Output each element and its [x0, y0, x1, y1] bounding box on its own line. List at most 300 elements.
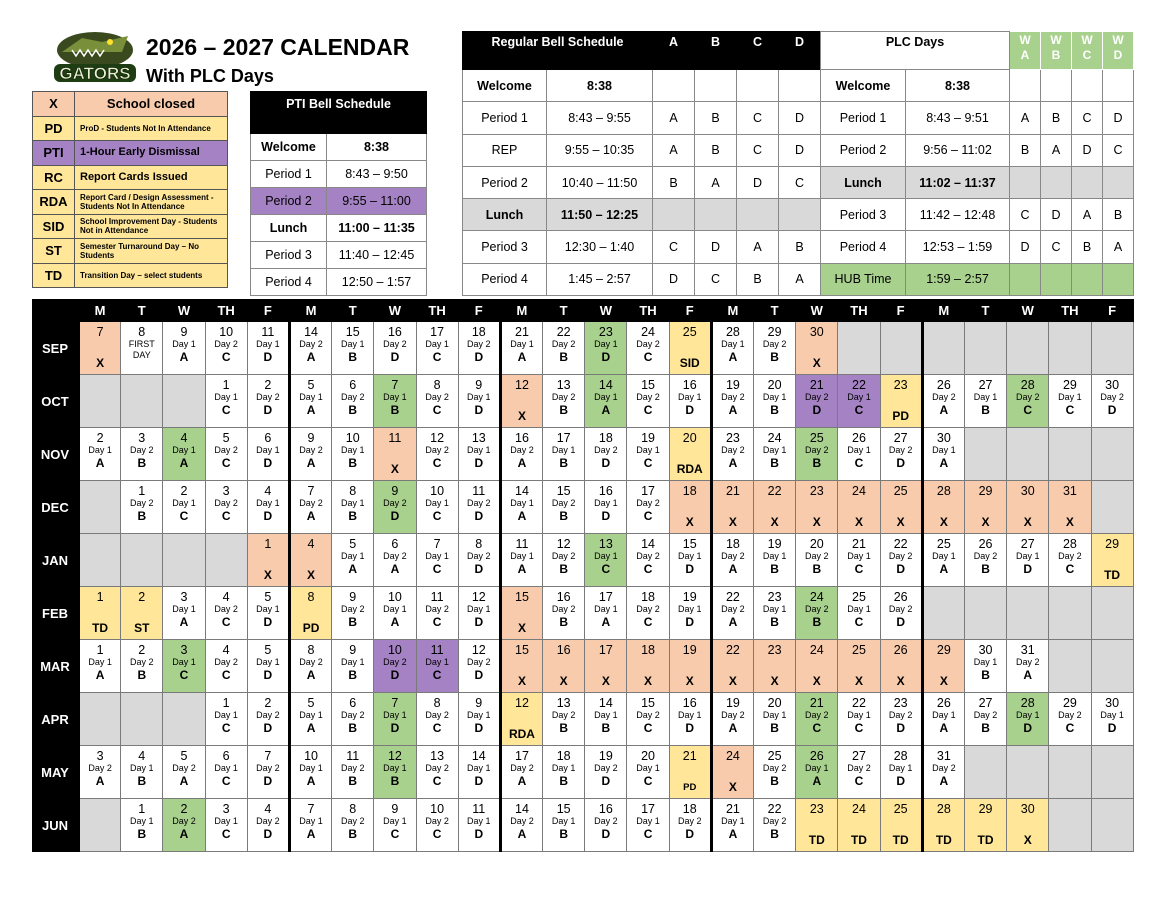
- pti-period-time: 12:50 – 1:57: [327, 269, 427, 296]
- day-cell: [754, 693, 796, 746]
- legend-row: [33, 214, 228, 239]
- day-rotation-label: Day 1: [932, 445, 956, 455]
- day-number: 29: [936, 643, 951, 657]
- day-number: 14: [641, 537, 655, 551]
- day-code: D: [601, 350, 611, 364]
- day-number: 28: [725, 325, 740, 339]
- day-number: 4: [264, 802, 272, 816]
- day-cell: [205, 375, 247, 428]
- day-number: 24: [809, 590, 824, 604]
- day-code: X: [517, 674, 526, 688]
- day-cell: [880, 746, 922, 799]
- day-cell: [585, 799, 627, 852]
- day-rotation-label: Day 2: [425, 710, 449, 720]
- day-cell: [121, 640, 163, 693]
- day-code: C: [432, 615, 442, 629]
- legend-row: [33, 239, 228, 264]
- regular-schedule-column-header: A: [653, 32, 695, 70]
- regular-bell-schedule: [462, 31, 821, 296]
- day-cell: [964, 640, 1006, 693]
- day-number: 24: [725, 749, 740, 763]
- day-cell: [585, 587, 627, 640]
- day-cell: [922, 640, 964, 693]
- day-rotation-label: Day 2: [594, 816, 618, 826]
- day-cell: [796, 481, 838, 534]
- day-cell: [669, 640, 711, 693]
- day-code: B: [348, 403, 358, 417]
- day-number: 16: [682, 378, 697, 392]
- day-number: 6: [222, 749, 230, 763]
- day-number: 15: [556, 802, 571, 816]
- day-number: 2: [96, 431, 104, 445]
- day-rotation-label: Day 2: [425, 445, 449, 455]
- empty-day-cell: [1007, 428, 1049, 481]
- day-rotation-label: Day 2: [214, 604, 238, 614]
- day-cell: [205, 428, 247, 481]
- month-label: JAN: [33, 534, 79, 587]
- regular-schedule-rotation-cell: D: [695, 231, 737, 263]
- day-cell: [711, 481, 753, 534]
- day-rotation-label: Day 2: [340, 710, 365, 720]
- day-number: 24: [767, 431, 782, 445]
- day-cell: [880, 481, 922, 534]
- day-cell: [754, 587, 796, 640]
- day-cell: [796, 534, 838, 587]
- day-cell: [332, 375, 374, 428]
- day-code: D: [685, 827, 695, 841]
- empty-day-cell: [79, 799, 121, 852]
- day-code: C: [1065, 562, 1075, 576]
- day-cell: [500, 746, 542, 799]
- day-rotation-label: Day 1: [88, 445, 112, 455]
- day-rotation-label: Day 2: [340, 816, 365, 826]
- day-code: B: [559, 774, 568, 788]
- day-rotation-label: Day 2: [467, 498, 491, 508]
- day-number: 5: [222, 431, 230, 445]
- regular-schedule-period-time: 8:43 – 9:55: [547, 102, 653, 134]
- day-code: C: [432, 668, 442, 682]
- day-number: 11: [430, 590, 444, 604]
- day-code: B: [770, 615, 779, 629]
- legend-row: [33, 165, 228, 190]
- day-code: B: [559, 721, 568, 735]
- pti-period-time: 9:55 – 11:00: [327, 188, 427, 215]
- weekday-label: F: [247, 300, 289, 322]
- day-code: X: [685, 515, 694, 529]
- day-number: 1: [96, 590, 104, 604]
- day-code: A: [306, 721, 316, 735]
- day-cell: [585, 534, 627, 587]
- pti-row: [251, 242, 427, 269]
- regular-schedule-rotation-cell: C: [695, 263, 737, 295]
- day-code: B: [981, 562, 990, 576]
- page-title: 2026 – 2027 CALENDAR: [146, 34, 410, 60]
- regular-schedule-rotation-cell: B: [653, 166, 695, 198]
- day-code: C: [643, 774, 653, 788]
- regular-schedule-column-header: B: [695, 32, 737, 70]
- day-cell: [669, 534, 711, 587]
- regular-schedule-header: [463, 32, 821, 70]
- day-cell: [458, 375, 500, 428]
- day-cell: [669, 693, 711, 746]
- day-number: 24: [852, 484, 866, 498]
- legend-code: PD: [33, 116, 75, 141]
- day-cell: [711, 799, 753, 852]
- day-rotation-label: Day 1: [383, 710, 407, 720]
- day-number: 9: [475, 696, 483, 710]
- day-rotation-label: Day 1: [677, 710, 702, 720]
- plc-schedule-rotation-cell: [1041, 70, 1072, 102]
- day-number: 19: [598, 749, 613, 763]
- day-rotation-label: Day 2: [383, 657, 407, 667]
- day-cell: [500, 428, 542, 481]
- day-code: PD: [302, 621, 320, 635]
- day-rotation-label: Day 2: [1015, 392, 1040, 402]
- day-number: 16: [556, 590, 571, 604]
- day-rotation-label: Day 1: [256, 498, 280, 508]
- day-cell: [416, 428, 458, 481]
- day-code: D: [601, 456, 611, 470]
- empty-day-cell: [1091, 481, 1133, 534]
- day-number: 15: [641, 378, 655, 392]
- day-cell: [163, 428, 205, 481]
- empty-day-cell: [1091, 640, 1133, 693]
- day-cell: [247, 746, 289, 799]
- day-rotation-label: Day 2: [340, 763, 365, 773]
- day-number: 2: [180, 802, 188, 816]
- day-code: B: [770, 350, 779, 364]
- day-rotation-label: Day 2: [1058, 710, 1082, 720]
- day-code: A: [601, 403, 611, 417]
- day-code: C: [221, 668, 231, 682]
- regular-schedule-column-header: C: [737, 32, 779, 70]
- empty-day-cell: [121, 693, 163, 746]
- regular-schedule-rotation-cell: [779, 70, 821, 102]
- day-rotation-label: Day 1: [677, 551, 702, 561]
- day-code: A: [179, 350, 189, 364]
- day-rotation-label: Day 1: [383, 763, 407, 773]
- day-cell: [669, 746, 711, 799]
- plc-schedule-rotation-cell: B: [1103, 199, 1134, 231]
- day-number: 16: [515, 431, 529, 445]
- day-rotation-label: Day 1: [510, 339, 534, 349]
- day-number: 23: [893, 696, 908, 710]
- day-number: 16: [387, 325, 402, 339]
- day-rotation-label: Day 2: [847, 763, 871, 773]
- day-cell: [880, 428, 922, 481]
- plc-schedule-row: [821, 102, 1134, 134]
- plc-schedule-period-time: 12:53 – 1:59: [906, 231, 1010, 263]
- day-cell: [79, 428, 121, 481]
- day-number: 24: [641, 325, 655, 339]
- plc-schedule-period-time: 8:38: [906, 70, 1010, 102]
- legend-row: [33, 141, 228, 166]
- day-number: 8: [433, 378, 441, 392]
- day-number: 7: [433, 537, 441, 551]
- day-rotation-label: Day 1: [340, 657, 365, 667]
- day-cell: [247, 428, 289, 481]
- day-number: 9: [475, 378, 483, 392]
- day-code: A: [179, 456, 189, 470]
- day-code: D: [474, 509, 484, 523]
- day-code: B: [981, 403, 990, 417]
- day-number: 22: [556, 325, 571, 339]
- day-rotation-label: Day 1: [340, 498, 365, 508]
- day-cell: [416, 799, 458, 852]
- day-number: 19: [725, 696, 740, 710]
- day-rotation-label: Day 1: [551, 816, 576, 826]
- weekday-label: W: [1007, 300, 1049, 322]
- empty-day-cell: [1049, 428, 1091, 481]
- day-cell: [121, 322, 163, 375]
- day-cell: [711, 375, 753, 428]
- day-number: 9: [180, 325, 188, 339]
- day-code: D: [263, 615, 273, 629]
- day-code: B: [601, 721, 611, 735]
- day-code: C: [179, 509, 189, 523]
- day-number: 12: [556, 537, 571, 551]
- day-number: 1: [222, 378, 230, 392]
- day-number: 29: [767, 325, 782, 339]
- day-cell: [1007, 693, 1049, 746]
- day-code: C: [221, 721, 231, 735]
- day-number: 10: [430, 484, 445, 498]
- plc-schedule-rotation-cell: B: [1072, 231, 1103, 263]
- day-number: 23: [809, 484, 824, 498]
- day-code: C: [643, 509, 653, 523]
- day-number: 11: [472, 484, 486, 498]
- day-code: RDA: [508, 727, 535, 741]
- day-cell: [838, 746, 880, 799]
- day-rotation-label: Day 2: [214, 657, 238, 667]
- day-code: A: [179, 827, 189, 841]
- regular-schedule-row: [463, 102, 821, 134]
- day-code: D: [474, 403, 484, 417]
- day-number: 3: [180, 590, 188, 604]
- day-cell: [838, 428, 880, 481]
- day-cell: [289, 640, 331, 693]
- day-number: 14: [598, 696, 613, 710]
- day-cell: [374, 481, 416, 534]
- legend-description: ProD - Students Not In Attendance: [75, 116, 228, 141]
- regular-schedule-rotation-cell: [695, 70, 737, 102]
- day-number: 13: [471, 431, 486, 445]
- day-number: 10: [387, 590, 402, 604]
- empty-day-cell: [1091, 746, 1133, 799]
- day-number: 15: [345, 325, 360, 339]
- day-code: B: [348, 350, 358, 364]
- day-cell: [669, 481, 711, 534]
- day-code: A: [1023, 668, 1033, 682]
- day-number: 22: [767, 802, 782, 816]
- day-number: 21: [725, 802, 740, 816]
- regular-schedule-row: [463, 263, 821, 295]
- day-number: 26: [809, 749, 824, 763]
- day-code: A: [390, 562, 400, 576]
- day-number: 2: [264, 696, 272, 710]
- day-number: 26: [893, 643, 908, 657]
- day-code: TD: [1104, 568, 1121, 582]
- day-rotation-label: Day 1: [425, 498, 449, 508]
- day-number: 4: [222, 590, 230, 604]
- day-code: A: [306, 403, 316, 417]
- month-label: APR: [33, 693, 79, 746]
- legend-code: TD: [33, 263, 75, 288]
- regular-schedule-period-label: Period 1: [463, 102, 547, 134]
- day-number: 21: [725, 484, 740, 498]
- day-number: 8: [307, 590, 315, 604]
- day-number: 18: [682, 802, 697, 816]
- day-number: 17: [556, 431, 571, 445]
- day-rotation-label: Day 1: [1058, 392, 1082, 402]
- day-cell: [796, 693, 838, 746]
- day-rotation-label: Day 2: [636, 604, 660, 614]
- day-rotation-label: Day 1: [299, 392, 323, 402]
- day-code: SID: [679, 356, 700, 370]
- weekday-label: TH: [416, 300, 458, 322]
- legend-row: [33, 92, 228, 117]
- day-rotation-label: Day 2: [340, 392, 365, 402]
- day-number: 17: [641, 484, 655, 498]
- day-cell: [711, 587, 753, 640]
- empty-day-cell: [964, 746, 1006, 799]
- day-rotation-label: Day 1: [762, 604, 787, 614]
- pti-period-time: 8:38: [327, 134, 427, 161]
- regular-schedule-title: Regular Bell Schedule: [463, 32, 653, 70]
- day-code: C: [643, 827, 653, 841]
- day-number: 13: [430, 749, 445, 763]
- day-number: 2: [180, 484, 188, 498]
- day-code: B: [559, 509, 568, 523]
- day-code: B: [348, 668, 358, 682]
- day-number: 25: [682, 325, 697, 339]
- day-code: C: [432, 350, 442, 364]
- month-row: [33, 746, 1134, 799]
- day-number: 11: [346, 749, 360, 763]
- pti-period-label: Period 1: [251, 161, 327, 188]
- day-number: 21: [852, 537, 866, 551]
- day-cell: [416, 534, 458, 587]
- day-rotation-label: Day 1: [340, 445, 365, 455]
- day-code: B: [137, 774, 147, 788]
- day-code: X: [601, 674, 610, 688]
- day-cell: [796, 587, 838, 640]
- day-cell: [374, 693, 416, 746]
- day-code: X: [812, 674, 821, 688]
- day-number: 8: [475, 537, 483, 551]
- day-rotation-label: Day 2: [383, 498, 407, 508]
- day-code: D: [685, 721, 695, 735]
- day-cell: [543, 746, 585, 799]
- empty-day-cell: [1007, 322, 1049, 375]
- month-row: [33, 693, 1134, 746]
- day-code: D: [263, 350, 273, 364]
- day-code: B: [348, 456, 358, 470]
- day-cell: [543, 322, 585, 375]
- day-cell: [669, 587, 711, 640]
- day-cell: [711, 693, 753, 746]
- weekday-label: F: [458, 300, 500, 322]
- day-cell: [838, 375, 880, 428]
- day-code: B: [770, 827, 779, 841]
- day-code: C: [221, 350, 231, 364]
- day-number: 6: [391, 537, 399, 551]
- day-code: D: [474, 668, 484, 682]
- day-number: 4: [138, 749, 146, 763]
- day-code: X: [685, 674, 694, 688]
- regular-schedule-rotation-cell: C: [779, 166, 821, 198]
- plc-schedule-rotation-cell: C: [1103, 134, 1134, 166]
- day-number: 25: [936, 537, 951, 551]
- day-number: 2: [138, 643, 146, 657]
- day-code: C: [1065, 403, 1075, 417]
- day-cell: [416, 375, 458, 428]
- day-code: B: [559, 403, 568, 417]
- day-rotation-label: Day 1: [932, 710, 956, 720]
- day-rotation-label: Day 1: [888, 763, 913, 773]
- day-code: D: [263, 668, 273, 682]
- day-code: X: [939, 674, 948, 688]
- day-cell: [163, 640, 205, 693]
- plc-schedule-period-time: 8:43 – 9:51: [906, 102, 1010, 134]
- day-number: 7: [264, 749, 272, 763]
- empty-day-cell: [1007, 587, 1049, 640]
- day-number: 8: [307, 643, 315, 657]
- day-code: D: [263, 721, 273, 735]
- day-cell: [500, 640, 542, 693]
- day-number: 8: [138, 325, 146, 339]
- day-number: 5: [180, 749, 188, 763]
- day-number: 16: [556, 643, 571, 657]
- month-label: NOV: [33, 428, 79, 481]
- day-rotation-label: Day 2: [425, 392, 449, 402]
- day-number: 25: [852, 643, 866, 657]
- day-code: C: [390, 827, 400, 841]
- day-code: X: [896, 515, 905, 529]
- day-rotation-label: Day 1: [932, 551, 956, 561]
- day-rotation-label: Day 2: [594, 763, 618, 773]
- day-number: 26: [936, 378, 951, 392]
- day-rotation-label: Day 2: [721, 710, 745, 720]
- day-number: 1: [222, 696, 230, 710]
- day-cell: [332, 428, 374, 481]
- plc-schedule-rotation-cell: [1103, 70, 1134, 102]
- weekday-label: T: [964, 300, 1006, 322]
- empty-day-cell: [79, 534, 121, 587]
- empty-day-cell: [964, 587, 1006, 640]
- day-code: A: [939, 721, 949, 735]
- day-cell: [543, 640, 585, 693]
- month-row: [33, 375, 1134, 428]
- day-number: 25: [852, 590, 866, 604]
- day-cell: [247, 693, 289, 746]
- empty-day-cell: [1091, 799, 1133, 852]
- day-rotation-label: Day 2: [888, 445, 913, 455]
- day-rotation-label: Day 2: [762, 763, 787, 773]
- regular-schedule-period-time: 8:38: [547, 70, 653, 102]
- empty-day-cell: [163, 534, 205, 587]
- day-number: 30: [1020, 484, 1035, 498]
- month-label: FEB: [33, 587, 79, 640]
- regular-schedule-period-label: Period 3: [463, 231, 547, 263]
- day-cell: [500, 322, 542, 375]
- day-rotation-label: Day 2: [973, 551, 998, 561]
- day-number: 3: [222, 802, 230, 816]
- day-cell: [711, 428, 753, 481]
- plc-schedule-row: [821, 134, 1134, 166]
- weekday-label: M: [79, 300, 121, 322]
- day-cell: [964, 693, 1006, 746]
